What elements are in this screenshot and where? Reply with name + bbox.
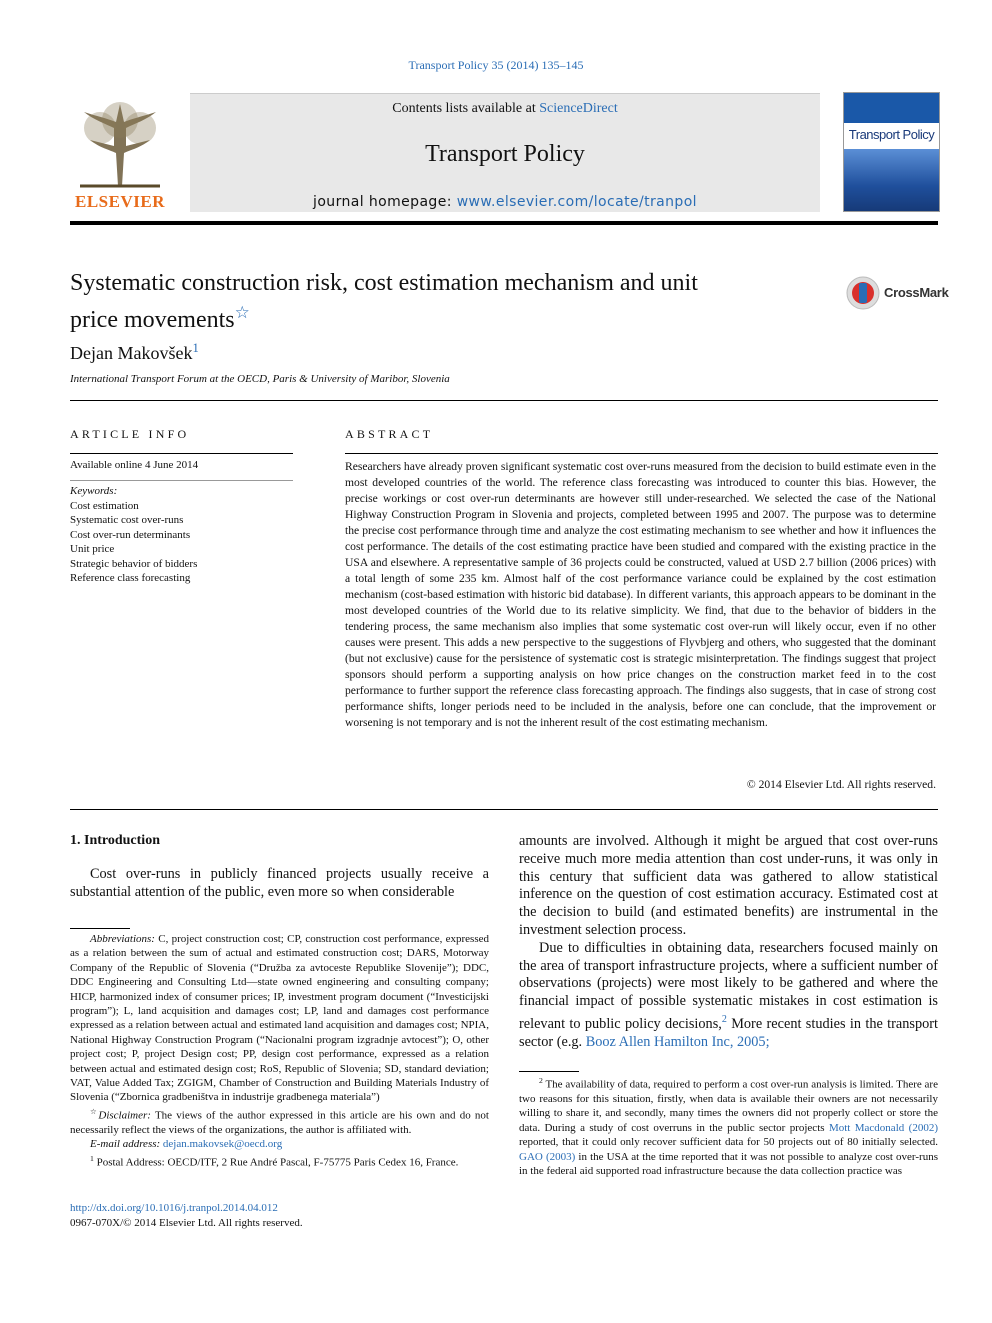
title-line-2: price movements [70, 307, 235, 333]
journal-citation[interactable]: Transport Policy 35 (2014) 135–145 [408, 58, 584, 72]
footnote-email [70, 1137, 489, 1151]
sciencedirect-link[interactable]: ScienceDirect [539, 101, 618, 116]
keyword: Systematic cost over-runs [70, 514, 184, 527]
crossmark-label: CrossMark [884, 285, 949, 300]
intro-paragraph-1: Cost over-runs in publicly financed projects usually receive a substantial attention of the public, even more so when considerable [70, 866, 489, 900]
contents-line [190, 101, 820, 117]
keywords-list [70, 499, 197, 585]
abstract-divider [70, 809, 938, 810]
postal-text: Postal Address: OECD/ITF, 2 Rue André Pascal, F-75775 Paris Cedex 16, France. [96, 1156, 459, 1169]
citation-booz-allen[interactable]: Booz Allen Hamilton Inc, 2005; [585, 1033, 770, 1050]
title-divider [70, 400, 938, 401]
citation-mott-macdonald[interactable]: Mott Macdonald (2002) [828, 1121, 938, 1134]
doi-link[interactable]: http://dx.doi.org/10.1016/j.tranpol.2014.04.012 [70, 1202, 278, 1214]
contents-prefix: Contents lists available at [392, 101, 540, 116]
author-text: Dejan Makovšek [70, 343, 193, 363]
abstract-copyright: © 2014 Elsevier Ltd. All rights reserved. [746, 778, 936, 791]
header-divider [70, 221, 938, 225]
author-footnote-mark[interactable]: 1 [192, 341, 199, 355]
footnotes-left [70, 932, 489, 1170]
journal-cover-thumbnail[interactable] [843, 92, 940, 212]
abstract-rule [345, 453, 938, 454]
issn-copyright: 0967-070X/© 2014 Elsevier Ltd. All rights reserved. [70, 1217, 303, 1229]
keyword: Cost estimation [70, 500, 139, 512]
fn2-text-c: in the USA at the time reported that it was not possible to analyze cost over-runs in the federal aid supported road infrastructure because the data collection practice was [519, 1150, 938, 1178]
disclaimer-mark: ☆ [90, 1106, 99, 1116]
elsevier-tree-icon [70, 98, 170, 190]
abbrev-label: Abbreviations: [90, 933, 155, 945]
article-title [70, 268, 810, 335]
keyword: Reference class forecasting [70, 572, 191, 585]
cover-title: Transport Policy [848, 127, 935, 142]
article-info-rule-2 [70, 480, 293, 481]
section-heading-introduction: 1. Introduction [70, 833, 160, 848]
keyword: Cost over-run determinants [70, 528, 191, 541]
intro-paragraph-2 [519, 940, 938, 1052]
fn2-text-b: reported, that it could only recover sufficient data for 50 projects out of 80 initially selected. [519, 1136, 938, 1149]
abstract-text: Researchers have already proven significant systematic cost over-runs measured from the decision to build estimate even in the most developed countries of the world. The reference class forecasting was introduced to counter this bias. However, the precise workings or cost over-run determinants are however still under-researched. We selected the case of the National Highway Construction Program in Slovenia and projects, completed between 1995 and 2007. The purpose was to determine the precise cost performance through time and analyze the cost estimating mechanism to see whether and how it influences the cost performance. The details of the cost estimating practice have been studied and compared with the existing practice in the USA and elsewhere. A representative sample of 36 projects could be constructed, valued at USD 2.7 billion (2006 prices) with a total length of some 235 km. Almost half of the cost performance variance could be explained by the cost estimation mechanism (cost-based estimation with historic bid database). In different variants, this approach appears to be dominant in the most developed countries of the World due to its relative simplicity. We find, that due to the behavior of bidders in the tendering process, the same mechanism also implies that some systematic cost over-run will likely occur, even if no other causes were present. This adds a new perspective to the suggestions of Flyvbjerg and others, who suggested that the dominant (but not exclusive) cause for the persistence of systematic cost is strategic misinterpretation. The findings suggest that project sponsors should perform a supporting analysis on how price changes on the construction market feed in to the cost performance to further support the reference class forecasting approach. The findings also suggests, that in case of strong cost performance shifts, longer periods need to be included in the analysis, before one can conclude, that the improvement or worsening is not temporary and is not the inherent result of the cost estimating mechanism. [345, 460, 936, 729]
keywords-label: Keywords: [70, 485, 118, 497]
article-info-rule [70, 453, 293, 454]
disclaimer-text: The views of the author expressed in this article are his own and do not necessarily reflect the views of the organizations, the author is affiliated with. [70, 1109, 489, 1136]
footnote-2 [519, 1074, 938, 1179]
email-link[interactable]: dejan.makovsek@oecd.org [162, 1138, 283, 1151]
footnote-rule-left [70, 928, 130, 929]
homepage-link[interactable]: www.elsevier.com/locate/tranpol [456, 194, 697, 210]
elsevier-logo [70, 98, 170, 210]
available-online: Available online 4 June 2014 [70, 459, 199, 471]
homepage-prefix: journal homepage: [313, 194, 457, 210]
fn2-mark: 2 [539, 1076, 543, 1085]
para2-text: Due to difficulties in obtaining data, researchers focused mainly on the area of transport infrastructure projects, where a sufficient number of observations (projects) were most likely to be gathered and where the financial impact of possible systematic mistakes in cost estimation is relevant to public policy decisions, [519, 939, 938, 1032]
citation-gao[interactable]: GAO (2003) [519, 1150, 576, 1163]
journal-homepage [190, 194, 820, 210]
postal-mark: 1 [90, 1153, 94, 1163]
elsevier-wordmark: ELSEVIER [75, 192, 165, 211]
affiliation: International Transport Forum at the OECD, Paris & University of Maribor, Slovenia [70, 373, 450, 385]
cover-image [844, 149, 939, 211]
keyword: Strategic behavior of bidders [70, 557, 198, 570]
journal-name: Transport Policy [425, 141, 585, 167]
footnote-abbreviations [70, 932, 489, 1105]
footnote-postal [70, 1152, 489, 1170]
abbrev-text: C, project construction cost; CP, construction cost performance, expressed as a relation between the sum of actual and estimated construction cost; DARS, Motorway Company of the Republic of Slovenia (“Družba za avtoceste Republike Slovenije”); DDC, DDC Engineering and Consulting Ltd—state owned engineering and consulting company; HICP, harmonized index of consumer prices; IP, investment program document (“Investicijski program”); L, land acquisition and damages cost; LP, land and damages cost performance expressed as a relation between actual and estimated land acquisition and damages cost; NPIA, National Highway Construction Program (“Nacionalni program izgradnje avtocest”); O, other project cost; P, project Design cost; PP, design cost performance, expressed as a relation between actual and estimated design cost; RoS, Republic of Slovenia; SD, standard deviation; VAT, Value Added Tax; ZGIGM, Chamber of Construction and Building Materials Industry of Slovenia (“Zbornica gradbeništva in industrije gradbenega materiala”) [70, 933, 489, 1104]
title-line-1: Systematic construction risk, cost estimation mechanism and unit [70, 270, 698, 296]
para2-text-b: More recent studies in the transport sector (e.g. [519, 1015, 938, 1050]
cover-banner [844, 93, 939, 123]
abstract-heading: ABSTRACT [345, 427, 434, 441]
disclaimer-label: Disclaimer: [98, 1109, 151, 1122]
intro-paragraph-1-cont: amounts are involved. Although it might be argued that cost over-runs receive much more media attention than cost under-runs, it was only in this century that sufficient data was gathered to allow statistical inference on the question of cost estimation accuracy. Estimated cost at the decision to build (and estimated benefits) are instrumental in the investment selection process. [519, 833, 938, 938]
footnote-2-mark[interactable]: 2 [721, 1013, 727, 1025]
footnote-rule-right [519, 1071, 579, 1072]
email-label: E-mail address: [90, 1138, 161, 1151]
body-right-column [519, 833, 938, 1051]
title-footnote-mark[interactable]: ☆ [234, 303, 250, 322]
crossmark-button[interactable] [846, 276, 949, 310]
keyword: Unit price [70, 543, 115, 556]
footnote-disclaimer [70, 1105, 489, 1137]
author-name[interactable] [70, 341, 199, 364]
fn2-text-a: The availability of data, required to perform a cost over-run analysis is limited. There are two reasons for this situation, firstly, when data is available their owners are not necessarily willing to share it, and secondly, many times the owners did not properly collect or store the data. During a study of cost overruns in the public sector projects [519, 1078, 938, 1134]
crossmark-icon [846, 276, 880, 310]
article-info-heading: ARTICLE INFO [70, 427, 190, 441]
